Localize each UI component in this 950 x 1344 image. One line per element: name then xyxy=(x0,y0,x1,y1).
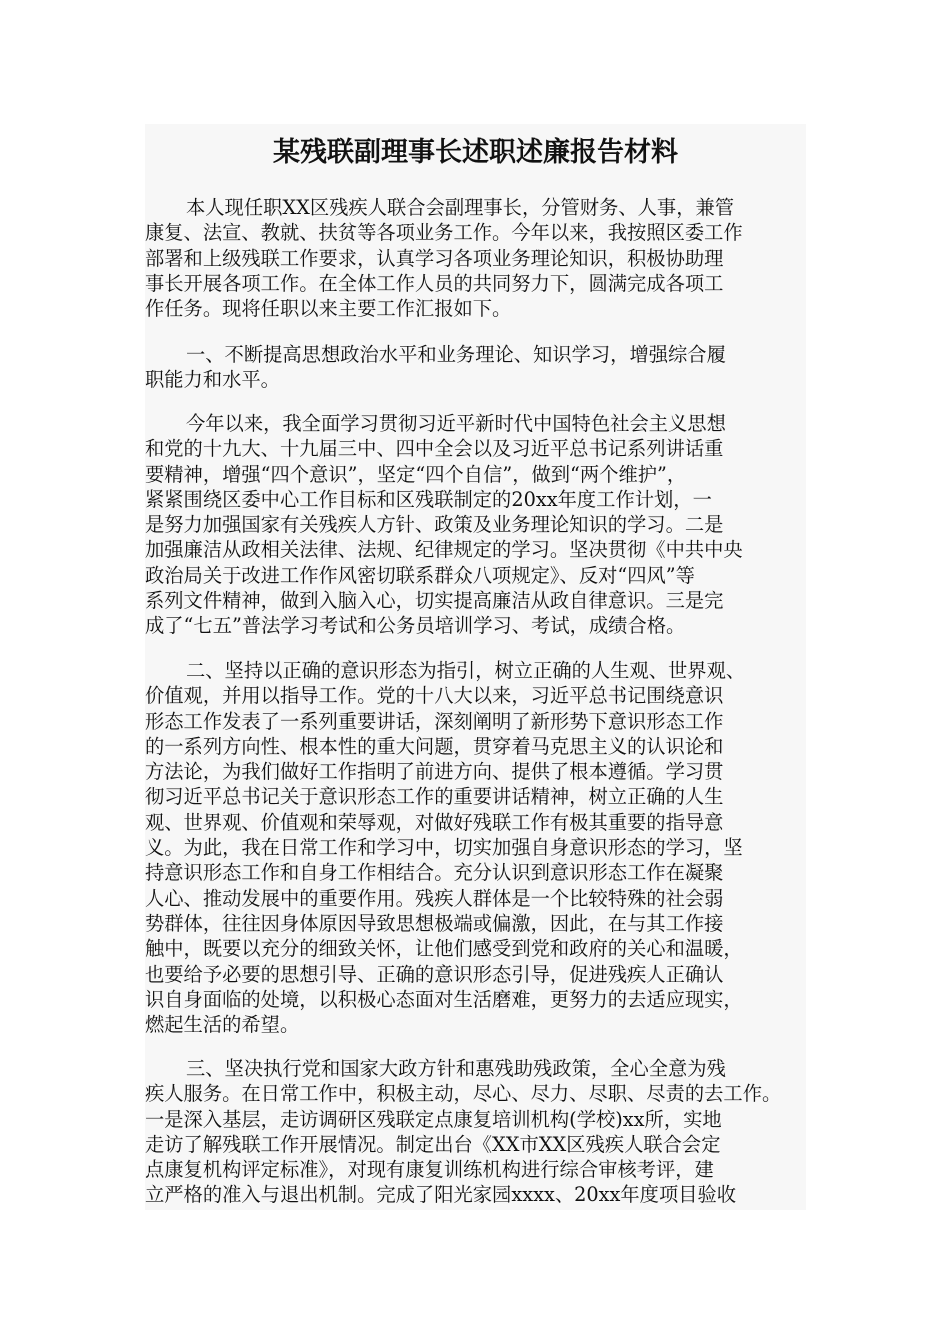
text-line: 势群体，往往因身体原因导致思想极端或偏激，因此，在与其工作接 xyxy=(145,911,724,935)
text-line: 疾人服务。在日常工作中，积极主动，尽心、尽力、尽职、尽责的去工作。 xyxy=(145,1082,782,1106)
text-line: 作任务。现将任职以来主要工作汇报如下。 xyxy=(145,297,512,321)
text-line: 本人现任职XX区残疾人联合会副理事长，分管财务、人事，兼管 xyxy=(186,196,735,219)
text-line: 紧紧围绕区委中心工作目标和区残联制定的20xx年度工作计划，一 xyxy=(145,487,712,511)
text-line: 的一系列方向性、根本性的重大问题，贯穿着马克思主义的认识论和 xyxy=(145,734,724,758)
text-line: 识自身面临的处境，以积极心态面对生活磨难，更努力的去适应现实， xyxy=(145,987,743,1011)
text-line: 政治局关于改进工作作风密切联系群众八项规定》、反对“四风”等 xyxy=(145,563,695,587)
text-line: 是努力加强国家有关残疾人方针、政策及业务理论知识的学习。二是 xyxy=(145,513,724,537)
text-line: 部署和上级残联工作要求，认真学习各项业务理论知识，积极协助理 xyxy=(145,246,724,270)
text-line: 彻习近平总书记关于意识形态工作的重要讲话精神，树立正确的人生 xyxy=(145,785,724,809)
text-line: 一、不断提高思想政治水平和业务理论、知识学习，增强综合履 xyxy=(186,343,726,366)
text-line: 形态工作发表了一系列重要讲话，深刻阐明了新形势下意识形态工作 xyxy=(145,709,724,733)
document-title: 某残联副理事长述职述廉报告材料 xyxy=(273,137,678,168)
text-line: 也要给予必要的思想引导、正确的意识形态引导，促进残疾人正确认 xyxy=(145,962,724,986)
text-line: 价值观，并用以指导工作。党的十八大以来，习近平总书记围绕意识 xyxy=(145,684,724,708)
text-line: 走访了解残联工作开展情况。制定出台《XX市XX区残疾人联合会定 xyxy=(145,1132,721,1156)
text-line: 和党的十九大、十九届三中、四中全会以及习近平总书记系列讲话重 xyxy=(145,437,724,461)
text-line: 成了“七五”普法学习考试和公务员培训学习、考试，成绩合格。 xyxy=(145,614,686,638)
text-line: 三、坚决执行党和国家大政方针和惠残助残政策，全心全意为残 xyxy=(186,1057,726,1080)
text-line: 今年以来，我全面学习贯彻习近平新时代中国特色社会主义思想 xyxy=(186,412,726,435)
text-line: 义。为此，我在日常工作和学习中，切实加强自身意识形态的学习，坚 xyxy=(145,836,743,860)
paragraph-section-2 xyxy=(145,658,806,1037)
text-line: 要精神，增强“四个意识”，坚定“四个自信”，做到“两个维护”， xyxy=(145,462,687,486)
text-line: 人心、推动发展中的重要作用。残疾人群体是一个比较特殊的社会弱 xyxy=(145,886,724,910)
text-line: 系列文件精神，做到入脑入心，切实提高廉洁从政自律意识。三是完 xyxy=(145,589,724,613)
paragraph-intro xyxy=(145,195,806,321)
paragraph-section-1-heading xyxy=(145,342,806,393)
text-line: 点康复机构评定标准》，对现有康复训练机构进行综合审核考评，建 xyxy=(145,1158,714,1182)
text-line: 加强廉洁从政相关法律、法规、纪律规定的学习。坚决贯彻《中共中央 xyxy=(145,538,743,562)
paragraph-section-1-body xyxy=(145,411,806,639)
text-line: 观、世界观、价值观和荣辱观，对做好残联工作有极其重要的指导意 xyxy=(145,810,724,834)
text-line: 康复、法宣、教就、扶贫等各项业务工作。今年以来，我按照区委工作 xyxy=(145,221,743,245)
text-line: 一是深入基层，走访调研区残联定点康复培训机构(学校)xx所，实地 xyxy=(145,1107,722,1131)
document-page xyxy=(145,124,806,1210)
text-line: 二、坚持以正确的意识形态为指引，树立正确的人生观、世界观、 xyxy=(186,659,746,682)
text-line: 职能力和水平。 xyxy=(145,368,280,392)
text-line: 方法论，为我们做好工作指明了前进方向、提供了根本遵循。学习贯 xyxy=(145,760,724,784)
text-line: 事长开展各项工作。在全体工作人员的共同努力下，圆满完成各项工 xyxy=(145,271,724,295)
text-line: 持意识形态工作和自身工作相结合。充分认识到意识形态工作在凝聚 xyxy=(145,861,724,885)
text-line: 触中，既要以充分的细致关怀，让他们感受到党和政府的关心和温暖， xyxy=(145,937,743,961)
text-line: 立严格的准入与退出机制。完成了阳光家园xxxx、20xx年度项目验收 xyxy=(145,1183,737,1207)
text-line: 燃起生活的希望。 xyxy=(145,1013,300,1037)
paragraph-section-3 xyxy=(145,1056,806,1208)
